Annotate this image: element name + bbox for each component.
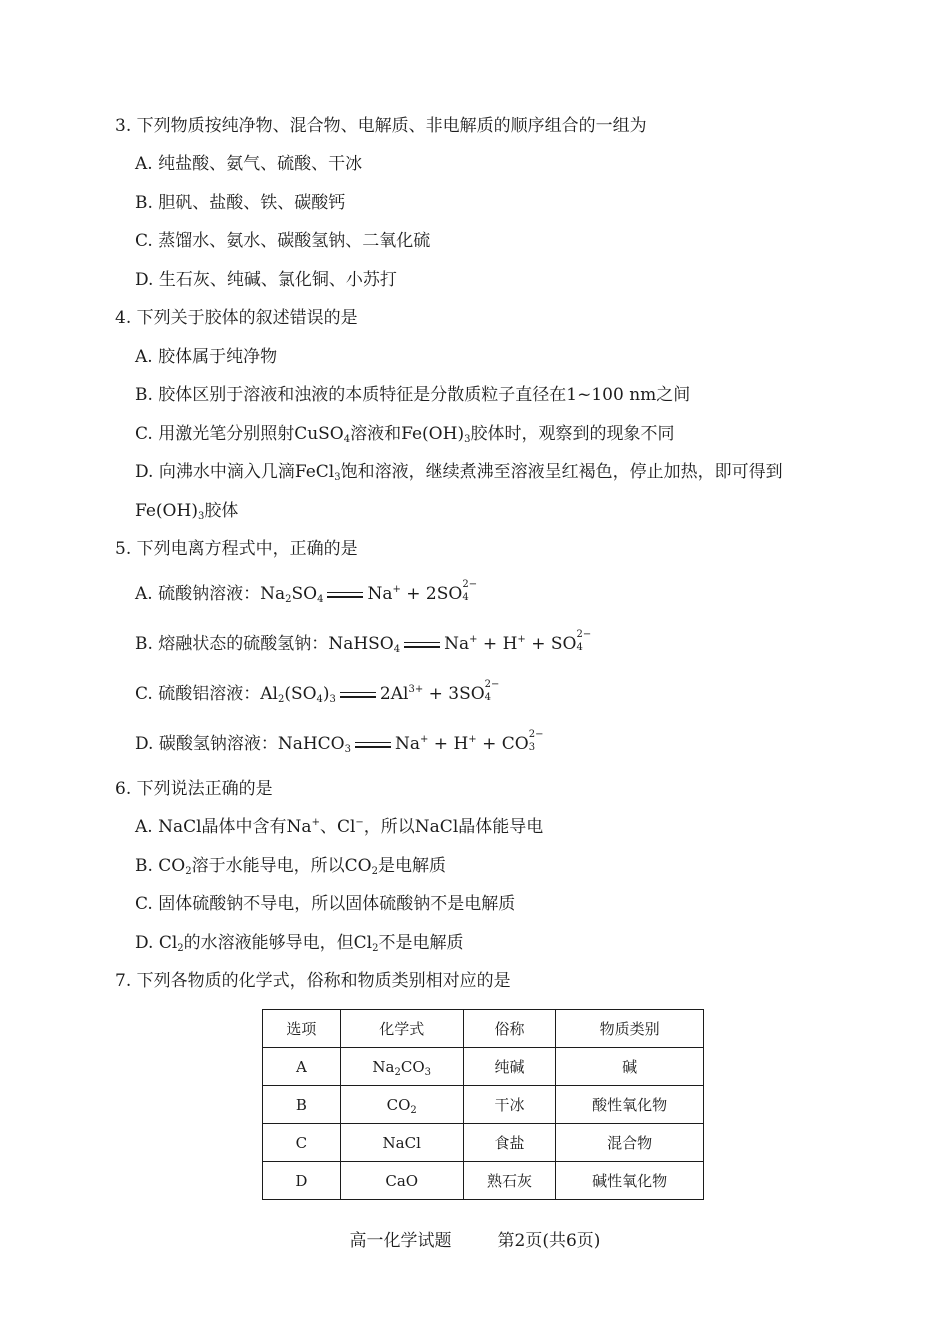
table-cell-common-name: 食盐 (463, 1124, 556, 1162)
question-4-option-d: D. 向沸水中滴入几滴FeCl$_3$饱和溶液，继续煮沸至溶液呈红褐色，停止加热，即可得到 (135, 462, 783, 483)
question-6-option-b: B. $CO_2$溶于水能导电，所以$CO_2$是电解质 (135, 856, 446, 877)
table-cell-common-name: 纯碱 (463, 1048, 556, 1086)
table-cell-formula: NaCl (340, 1124, 463, 1162)
table-row (263, 1162, 704, 1200)
table-cell-option: D (263, 1162, 341, 1200)
question-4-option-b: B. 胶体区别于溶液和浊液的本质特征是分散质粒子直径在1~100 nm之间 (135, 385, 691, 405)
question-5-stem: 5. 下列电离方程式中，正确的是 (115, 539, 358, 559)
table-cell-option: C (263, 1124, 341, 1162)
table-header-cell: 选项 (263, 1010, 341, 1048)
table-cell-common-name: 干冰 (463, 1086, 556, 1124)
question-3-option-a: A. 纯盐酸、氨气、硫酸、干冰 (135, 154, 363, 174)
question-4-stem: 4. 下列关于胶体的叙述错误的是 (115, 308, 358, 328)
table-cell-category: 酸性氧化物 (556, 1086, 704, 1124)
question-5-option-a: A. 硫酸钠溶液：$Na_2SO_4$ Na+ + 2SO 2− 4 (135, 579, 478, 605)
question-5-option-c: C. 硫酸铝溶液：$Al_2(SO_4)_3$ $2Al^{3+} + 3SO$ 2− 4 (135, 679, 500, 705)
equals-sign-icon (340, 692, 376, 698)
page-footer (0, 1229, 950, 1253)
table-header-row (263, 1010, 704, 1048)
question-3-option-d: D. 生石灰、纯碱、氯化铜、小苏打 (135, 270, 397, 290)
question-4-option-c: C. 用激光笔分别照射CuSO$_4$溶液和$Fe(OH)_3$胶体时，观察到的现象不同 (135, 424, 675, 445)
question-3-option-b: B. 胆矾、盐酸、铁、碳酸钙 (135, 193, 346, 213)
table-cell-formula: $Na_2CO_3$ (340, 1048, 463, 1086)
question-4-option-d-continued: $Fe(OH)_3$胶体 (135, 501, 239, 522)
question-5-option-b: B. 熔融状态的硫酸氢钠：NaHSO$_4$ Na+ + H+ + SO 2− 4 (135, 629, 592, 655)
table-cell-formula: $CO_2$ (340, 1086, 463, 1124)
table-cell-option: A (263, 1048, 341, 1086)
equals-sign-icon (355, 742, 391, 748)
exam-title: 高一化学试题 (349, 1231, 452, 1251)
question-4-option-a: A. 胶体属于纯净物 (135, 347, 278, 367)
table-header-cell: 物质类别 (556, 1010, 704, 1048)
question-7-stem: 7. 下列各物质的化学式，俗称和物质类别相对应的是 (115, 971, 511, 991)
table-cell-formula: CaO (340, 1162, 463, 1200)
equals-sign-icon (327, 592, 363, 598)
table-cell-category: 碱性氧化物 (556, 1162, 704, 1200)
equals-sign-icon (404, 642, 440, 648)
table-cell-common-name: 熟石灰 (463, 1162, 556, 1200)
question-3-option-c: C. 蒸馏水、氨水、碳酸氢钠、二氧化硫 (135, 231, 431, 251)
table-header-cell: 俗称 (463, 1010, 556, 1048)
question-6-option-d: D. $Cl_2$的水溶液能够导电，但$Cl_2$不是电解质 (135, 933, 464, 954)
table-header-cell: 化学式 (340, 1010, 463, 1048)
question-7-table (262, 1009, 704, 1200)
page-number: 第2页(共6页) (497, 1231, 601, 1251)
question-6-stem: 6. 下列说法正确的是 (115, 779, 273, 799)
table-row (263, 1048, 704, 1086)
table-row (263, 1124, 704, 1162)
question-6-option-a: A. NaCl晶体中含有Na+、Cl−，所以NaCl晶体能导电 (135, 817, 544, 837)
question-5-option-d: D. 碳酸氢钠溶液：NaHCO$_3$ Na+ + H+ + CO 2− 3 (135, 729, 544, 755)
question-3-stem: 3. 下列物质按纯净物、混合物、电解质、非电解质的顺序组合的一组为 (115, 116, 647, 136)
table-cell-category: 混合物 (556, 1124, 704, 1162)
question-6-option-c: C. 固体硫酸钠不导电，所以固体硫酸钠不是电解质 (135, 894, 516, 914)
table-cell-category: 碱 (556, 1048, 704, 1086)
table-cell-option: B (263, 1086, 341, 1124)
table-row (263, 1086, 704, 1124)
